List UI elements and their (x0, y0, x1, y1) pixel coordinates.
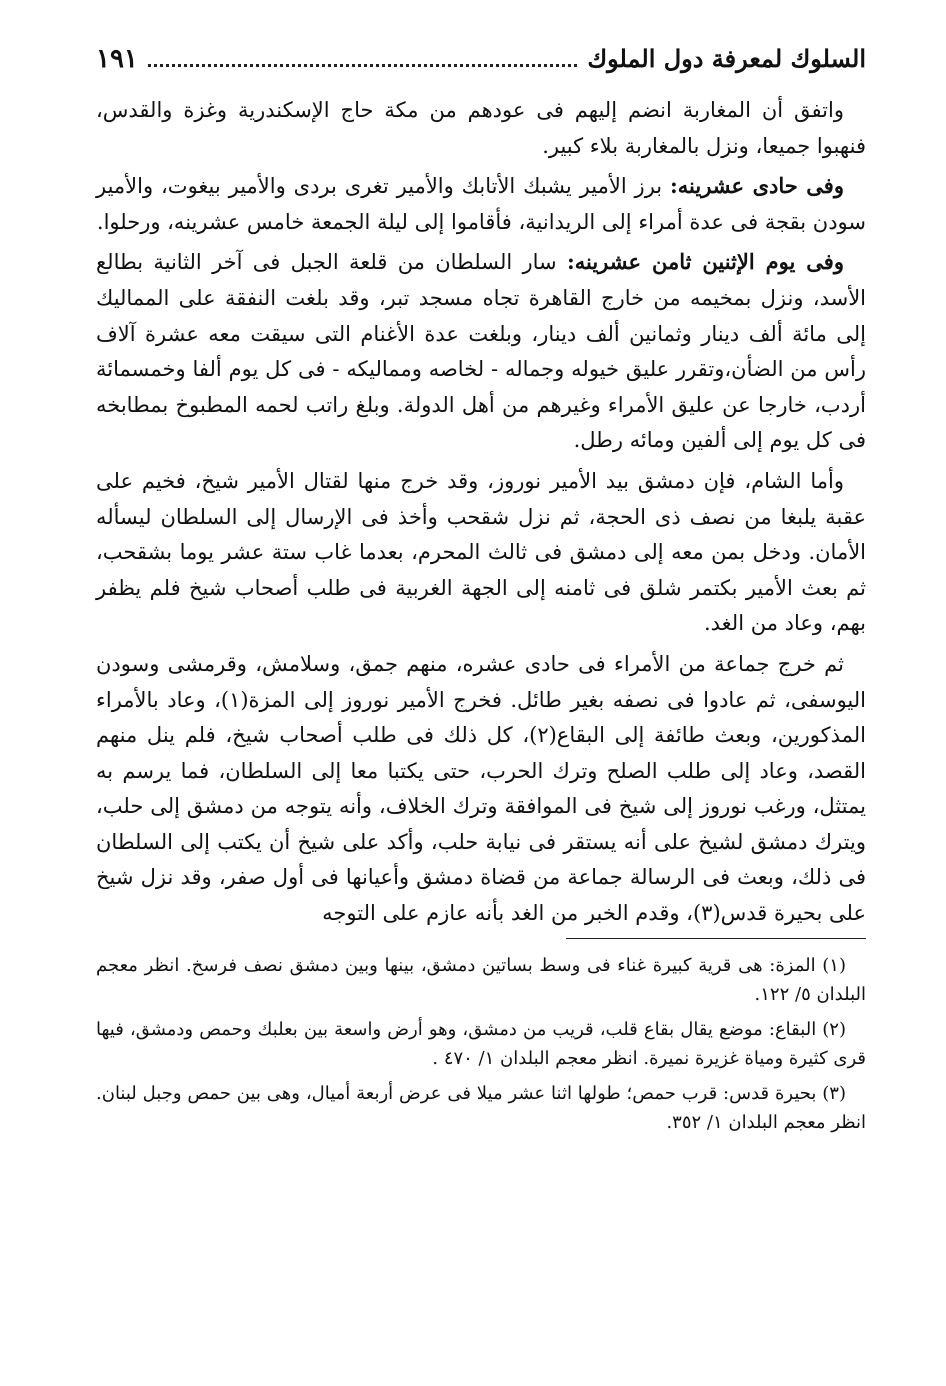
paragraph-text: وأما الشام، فإن دمشق بيد الأمير نوروز، وقد خرج منها لقتال الأمير شيخ، فخيم على عقبة يلبغا من نصف ذى الحجة، ثم نزل شقحب وأخذ فى الإرسال إلى السلطان ليسأله الأمان. ودخل بمن معه إلى دمشق فى ثالث المحرم، بعدما غاب ستة عشر يوما بشقحب، ثم بعث الأمير بكتمر شلق فى ثامنه إلى الجهة الغربية فى طلب أصحاب شيخ فلم يظفر بهم، وعاد من الغد. (96, 468, 866, 636)
footnote-1: (١) المزة: هى قرية كبيرة غناء فى وسط بساتين دمشق، بينها وبين دمشق نصف فرسخ. انظر معجم البلدان ٥/ ١٢٢. (96, 954, 866, 1005)
main-text (96, 92, 866, 932)
paragraph-1 (96, 92, 866, 164)
paragraph-2 (96, 168, 866, 240)
paragraph-text: ثم خرج جماعة من الأمراء فى حادى عشره، منهم جمق، وسلامش، وقرمشى وسودن اليوسفى، ثم عادوا فى نصفه بغير طائل. فخرج الأمير نوروز إلى المزة(١)، وعاد بالأمراء المذكورين، وبعث طائفة إلى البقاع(٢)، كل ذلك فى طلب أصحاب شيخ، فلم ينل منهم القصد، وعاد إلى طلب الصلح وترك الحرب، حتى يكتبا معا إلى السلطان، فما يرسم به يمتثل، ورغب نوروز إلى شيخ فى الموافقة وترك الخلاف، وأنه يتوجه من دمشق إلى حلب، ويترك دمشق لشيخ على أنه يستقر فى نيابة حلب، وأكد على شيخ أن يكتب إلى السلطان فى ذلك، وبعث فى الرسالة جماعة من قضاة دمشق وأعيانها فى أول صفر، وقد نزل شيخ على بحيرة قدس(٣)، وقدم الخبر من الغد بأنه عازم على التوجه (96, 651, 866, 926)
footnote-2: (٢) البقاع: موضع يقال بقاع قلب، قريب من دمشق، وهو أرض واسعة بين بعلبك وحمص ودمشق، فيها قرى كثيرة ومياة غزيرة نميرة. انظر معجم البلدان ١/ ٤٧٠ . (96, 1018, 866, 1069)
paragraph-5 (96, 646, 866, 932)
paragraph-4 (96, 463, 866, 642)
paragraph-3 (96, 244, 866, 459)
footnotes (96, 951, 866, 1137)
paragraph-text: سار السلطان من قلعة الجبل فى آخر الثانية بطالع الأسد، ونزل بمخيمه من خارج القاهرة تجاه مسجد تبر، وقد بلغت النفقة على المماليك إلى مائة ألف دينار وثمانين ألف دينار، وبلغت عدة الأغنام التى سيقت معه عشرة آلاف رأس من الضأن،وتقرر عليق خيوله وجماله - لخاصه ومماليكه - فى كل يوم ألفا وخمسمائة أردب، خارجا عن عليق الأمراء وغيرهم من أهل الدولة. وبلغ راتب لحمه المطبوخ بمطابخه فى كل يوم إلى ألفين ومائه رطل. (96, 250, 866, 453)
book-page (96, 44, 866, 1364)
paragraph-text: برز الأمير يشبك الأتابك والأمير تغرى بردى والأمير بيغوت، والأمير سودن بقجة فى عدة أمراء إلى الريدانية، فأقاموا إلى ليلة الجمعة خامس عشرينه، ورحلوا. (96, 174, 866, 234)
page-number: ١٩١ (96, 44, 138, 74)
paragraph-lead: وفى يوم الإثنين ثامن عشرينه: (566, 249, 844, 275)
header-dot-leader (148, 63, 577, 67)
paragraph-text: واتفق أن المغاربة انضم إليهم فى عودهم من مكة حاج الإسكندرية وغزة والقدس، فنهبوا جميعا، ونزل بالمغاربة بلاء كبير. (96, 98, 866, 158)
footnote-separator (566, 938, 866, 939)
paragraph-lead: وفى حادى عشرينه: (670, 173, 844, 199)
book-title: السلوك لمعرفة دول الملوك (587, 44, 866, 73)
footnote-3: (٣) بحيرة قدس: قرب حمص؛ طولها اثنا عشر ميلا فى عرض أربعة أميال، وهى بين حمص وجبل لبنان. انظر معجم البلدان ١/ ٣٥٢. (96, 1082, 866, 1133)
running-header (96, 44, 866, 92)
